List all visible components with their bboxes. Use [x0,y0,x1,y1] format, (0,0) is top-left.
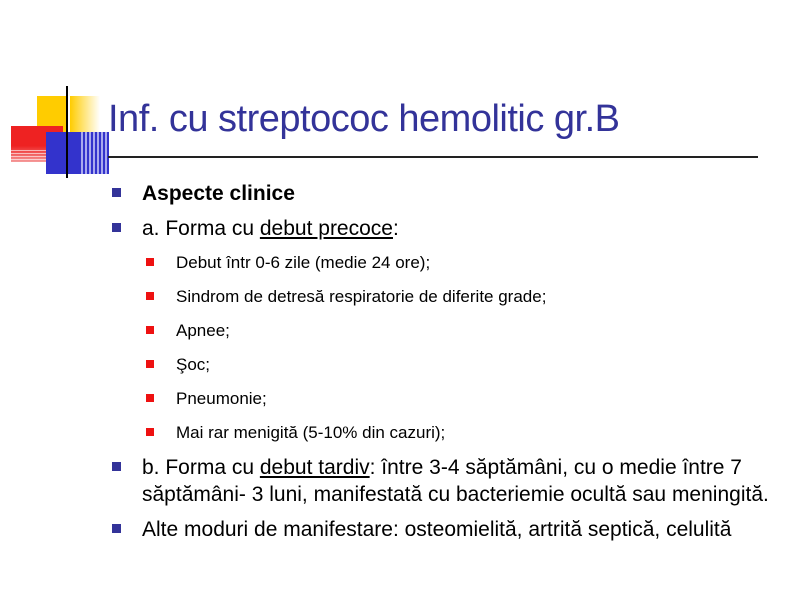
square-bullet-icon [146,258,154,266]
bullet-text-suffix: : între 3-4 săptămâni, cu o medie între 7 săptămâni- 3 luni, manifestată cu bacteriemie ocultă sau meningită. [142,456,769,506]
square-bullet-icon [112,188,121,197]
bullet-text: Sindrom de detresă respiratorie de diferite grade; [176,287,547,306]
sub-bullet-sindrom [146,284,782,310]
bullet-aspecte-clinice [112,180,782,207]
bullet-text: Alte moduri de manifestare: osteomielită, artrită septică, celulită [142,518,732,541]
sub-bullet-pneumonie [146,386,782,412]
square-bullet-icon [112,462,121,471]
square-bullet-icon [146,428,154,436]
sub-bullet-apnee [146,318,782,344]
square-bullet-icon [112,524,121,533]
bullet-text-suffix: : [392,217,399,240]
slide-content [112,180,782,551]
square-bullet-icon [146,326,154,334]
blue-striped-square-decoration [79,132,109,174]
bullet-forma-debut-precoce [112,215,782,242]
sub-bullet-menigita [146,420,782,446]
bullet-text: Debut într 0-6 zile (medie 24 ore); [176,253,431,272]
bullet-text: Apnee; [176,321,230,340]
bullet-text: Aspecte clinice [142,182,295,205]
slide-title: Inf. cu streptococ hemolitic gr.B [108,98,620,140]
vertical-line-decoration [66,86,68,178]
sub-bullet-soc [146,352,782,378]
bullet-text: Şoc; [176,355,211,374]
sub-bullet-debut [146,250,782,276]
square-bullet-icon [146,360,154,368]
bullet-alte-moduri [112,516,782,543]
bullet-text-underlined: debut tardiv [259,456,370,479]
square-bullet-icon [146,292,154,300]
blue-square-decoration [46,132,79,174]
square-bullet-icon [146,394,154,402]
bullet-text-prefix: a. Forma cu [142,217,260,240]
bullet-text: Pneumonie; [176,389,267,408]
yellow-gradient-square-decoration [70,96,100,132]
bullet-forma-debut-tardiv [112,454,782,508]
bullet-text-underlined: debut precoce [259,217,393,240]
title-underline-rule [108,156,758,158]
bullet-text-prefix: b. Forma cu [142,456,260,479]
bullet-text: Mai rar menigită (5-10% din cazuri); [176,423,446,442]
square-bullet-icon [112,223,121,232]
